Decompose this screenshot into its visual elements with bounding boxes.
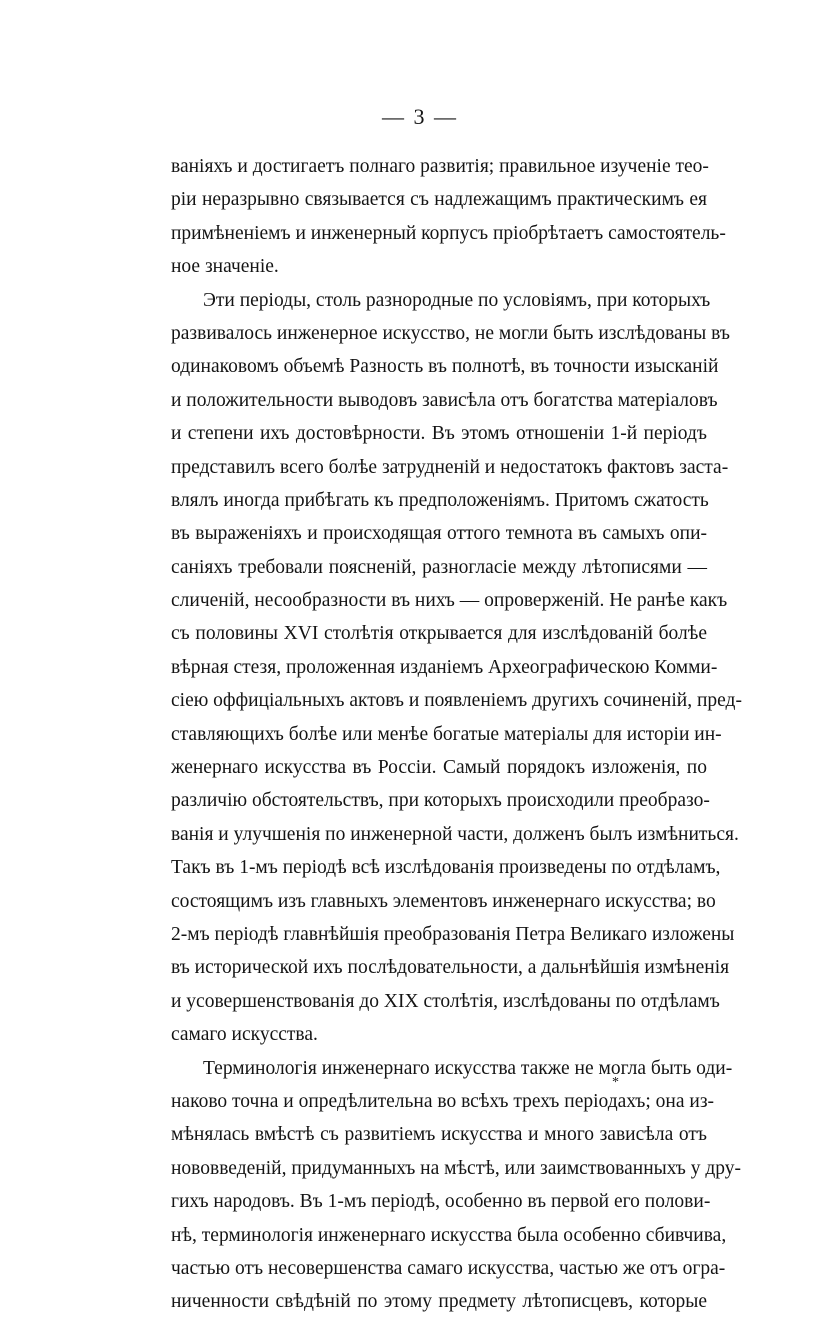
text-line: самаго искусства. [171, 1024, 318, 1046]
text-line: съ половины XVI столѣтія открывается для изслѣдованій болѣе [171, 623, 707, 645]
text-line: ставляющихъ болѣе или менѣе богатые матеріалы для исторіи ин- [171, 723, 722, 745]
text-line: примѣненіемъ и инженерный корпусъ пріобрѣтаетъ самостоятель- [171, 222, 726, 244]
text-line: одинаковомъ объемѣ Разность въ полнотѣ, въ точности изысканій [171, 356, 719, 378]
text-line: Такъ въ 1-мъ періодѣ всѣ изслѣдованія произведены по отдѣламъ, [171, 857, 721, 879]
text-line: и усовершенствованія до XIX столѣтія, изслѣдованы по отдѣламъ [171, 990, 720, 1012]
text-line: гихъ народовъ. Въ 1-мъ періодѣ, особенно въ первой его полови- [171, 1191, 711, 1213]
body-text [171, 150, 742, 1319]
text-line: въ выраженіяхъ и происходящая оттого темнота въ самыхъ опи- [171, 523, 707, 545]
text-line: наково точна и опредѣлительна во всѣхъ трехъ періодахъ; она из- [171, 1090, 715, 1112]
text-line: состоящимъ изъ главныхъ элементовъ инженернаго искусства; во [171, 890, 716, 912]
text-line: представилъ всего болѣе затрудненій и недостатокъ фактовъ заста- [171, 456, 729, 478]
paragraph-2 [171, 284, 742, 1052]
paragraph-1 [171, 150, 726, 284]
text-line: вѣрная стезя, проложенная изданіемъ Археографическою Комми- [171, 656, 718, 678]
text-line: Терминологія инженернаго искусства также не могла быть оди- [203, 1057, 733, 1079]
text-line: саніяхъ требовали поясненій, разногласіе между лѣтописями — [171, 556, 707, 578]
text-line: ванія и улучшенія по инженерной части, долженъ былъ измѣниться. [171, 823, 739, 845]
paragraph-3 [171, 1052, 742, 1319]
page-number: — 3 — [382, 104, 458, 129]
footnote-mark: * [612, 1075, 619, 1090]
text-line: мѣнялась вмѣстѣ съ развитіемъ искусства и много зависѣла отъ [171, 1124, 707, 1146]
text-line: сличеній, несообразности въ нихъ — опроверженій. Не ранѣе какъ [171, 590, 728, 612]
text-line: влялъ иногда прибѣгать къ предположеніямъ. Притомъ сжатость [171, 489, 709, 511]
text-line: нѣ, терминологія инженернаго искусства была особенно сбивчива, [171, 1224, 727, 1246]
text-line: и степени ихъ достовѣрности. Въ этомъ отношеніи 1-й періодъ [171, 423, 707, 445]
text-line: нововведеній, придуманныхъ на мѣстѣ, или заимствованныхъ у дру- [171, 1157, 742, 1179]
text-line: 2-мъ періодѣ главнѣйшія преобразованія Петра Великаго изложены [171, 923, 735, 945]
text-line: сіею оффиціальныхъ актовъ и появленіемъ другихъ сочиненій, пред- [171, 690, 742, 712]
text-line: ное значеніе. [171, 256, 279, 278]
text-line: ниченности свѣдѣній по этому предмету лѣтописцевъ, которые [171, 1291, 707, 1313]
text-line: развивалось инженерное искусство, не могли быть изслѣдованы въ [171, 322, 730, 344]
text-line: и положительности выводовъ зависѣла отъ богатства матеріаловъ [171, 389, 718, 411]
text-line: въ исторической ихъ послѣдовательности, а дальнѣйшія измѣненія [171, 957, 730, 979]
text-line: женернаго искусства въ Россіи. Самый порядокъ изложенія, по [171, 757, 707, 779]
text-line: Эти періоды, столь разнородные по условіямъ, при которыхъ [203, 289, 711, 311]
text-line: ріи неразрывно связывается съ надлежащимъ практическимъ ея [171, 189, 707, 211]
text-line: ваніяхъ и достигаетъ полнаго развитія; правильное изученіе тео- [171, 156, 709, 177]
text-line: частью отъ несовершенства самаго искусства, частью же отъ огра- [171, 1257, 726, 1279]
text-line: различію обстоятельствъ, при которыхъ происходили преобразо- [171, 790, 710, 812]
